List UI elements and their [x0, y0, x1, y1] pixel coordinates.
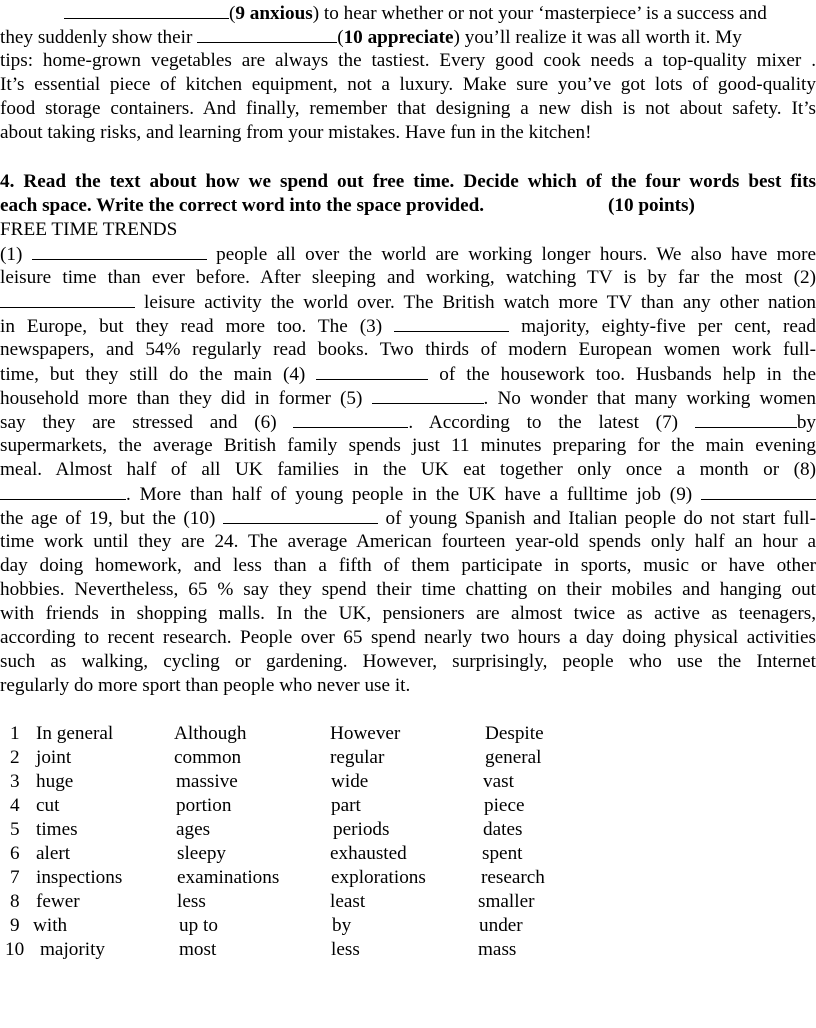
answer-blank-5[interactable]	[372, 386, 484, 404]
option-a[interactable]: inspections	[36, 867, 123, 888]
text-line: tips: home-grown vegetables are always the tastiest. Every good cook needs a top-quality mixer .	[0, 50, 816, 71]
option-c[interactable]: explorations	[331, 867, 426, 888]
options-row: 6 alert sleepy exhausted spent	[10, 843, 523, 864]
bold-hint: 9 anxious	[235, 3, 313, 24]
answer-blank-1[interactable]	[32, 242, 207, 260]
option-a[interactable]: cut	[36, 795, 60, 816]
option-b[interactable]: examinations	[177, 867, 280, 888]
answer-blank-10b[interactable]	[223, 506, 378, 524]
option-d[interactable]: smaller	[478, 891, 535, 912]
text-line: leisure time than ever before. After sleeping and working, watching TV is by far the most (2)	[0, 267, 816, 288]
option-c[interactable]: wide	[331, 771, 369, 792]
options-row: 1 In general Although However Despite	[10, 723, 544, 744]
text-line: such as walking, cycling or gardening. However, surprisingly, people who use the Internet	[0, 651, 816, 672]
options-row: 8 fewer less least smaller	[10, 891, 535, 912]
option-d[interactable]: under	[479, 915, 523, 936]
text-line: about taking risks, and learning from your mistakes. Have fun in the kitchen!	[0, 122, 592, 143]
answer-blank-9b[interactable]	[701, 482, 816, 500]
text-line: time, but they still do the main (4) of the housework too. Husbands help in the	[0, 364, 816, 385]
option-d[interactable]: general	[485, 747, 542, 768]
text-line: hobbies. Nevertheless, 65 % say they spend their time chatting on their mobiles and hanging out	[0, 579, 816, 600]
text-line	[0, 1, 816, 25]
options-row: 9 with up to by under	[10, 915, 523, 936]
option-d[interactable]: research	[481, 867, 545, 888]
option-a[interactable]: In general	[36, 723, 114, 744]
answer-blank-10[interactable]	[197, 25, 337, 43]
option-c[interactable]: least	[330, 891, 366, 912]
exercise-heading: each space. Write the correct word into the space provided. (10 points)	[0, 195, 695, 216]
option-b[interactable]: up to	[179, 915, 218, 936]
text-line: according to recent research. People over 65 spend nearly two hours a day doing physical activities	[0, 627, 816, 648]
answer-blank-2[interactable]	[0, 290, 135, 308]
option-d[interactable]: spent	[482, 843, 523, 864]
text-line: newspapers, and 54% regularly read books. Two thirds of modern European women work full-	[0, 339, 816, 360]
text-line: say they are stressed and (6) . According to the latest (7) by	[0, 412, 816, 433]
options-row: 3 huge massive wide vast	[10, 771, 514, 792]
bold-hint: 10 appreciate	[343, 27, 454, 48]
option-d[interactable]: Despite	[485, 723, 544, 744]
text-line: . More than half of young people in the UK have a fulltime job (9)	[0, 482, 816, 506]
option-a[interactable]: fewer	[36, 891, 80, 912]
text-line	[0, 25, 816, 49]
answer-blank-9[interactable]	[64, 1, 229, 19]
text-line: regularly do more sport than people who never use it.	[0, 675, 411, 696]
text: ) to hear whether or not your ‘masterpiece’ is a success and	[312, 3, 767, 24]
option-d[interactable]: dates	[483, 819, 523, 840]
text-line: supermarkets, the average British family spends just 11 minutes preparing for the main evening	[0, 435, 816, 456]
option-b[interactable]: ages	[176, 819, 211, 840]
option-b[interactable]: most	[179, 939, 217, 960]
text: ) you’ll realize it was all worth it. My	[453, 27, 742, 48]
options-row: 4 cut portion part piece	[10, 795, 525, 816]
option-b[interactable]: common	[174, 747, 242, 768]
option-a[interactable]: alert	[36, 843, 71, 864]
option-a[interactable]: majority	[40, 939, 106, 960]
option-c[interactable]: less	[331, 939, 360, 960]
text-line: household more than they did in former (5) . No wonder that many working women	[0, 388, 816, 409]
option-b[interactable]: sleepy	[177, 843, 227, 864]
option-b[interactable]: less	[177, 891, 206, 912]
option-a[interactable]: joint	[36, 747, 72, 768]
text: (	[229, 3, 236, 24]
text-title: FREE TIME TRENDS	[0, 219, 178, 240]
option-c[interactable]: periods	[333, 819, 390, 840]
text-line: It’s essential piece of kitchen equipment, not a luxury. Make sure you’ve got lots of good-quality	[0, 74, 816, 95]
option-a[interactable]: with	[33, 915, 68, 936]
text-line: the age of 19, but the (10) of young Spanish and Italian people do not start full-	[0, 508, 816, 529]
answer-blank-7[interactable]	[695, 410, 797, 428]
options-row: 5 times ages periods dates	[10, 819, 523, 840]
options-row: 7 inspections examinations explorations research	[10, 867, 545, 888]
option-d[interactable]: mass	[478, 939, 517, 960]
points-label: (10 points)	[608, 195, 695, 216]
text-line: in Europe, but they read more too. The (3) majority, eighty-five per cent, read	[0, 316, 816, 337]
text: (	[337, 27, 344, 48]
option-b[interactable]: Although	[174, 723, 247, 744]
option-a[interactable]: times	[36, 819, 78, 840]
text-line: with friends in shopping malls. In the UK, pensioners are almost twice as active as teenagers,	[0, 603, 816, 624]
option-d[interactable]: vast	[483, 771, 514, 792]
text-line: time work until they are 24. The average American fourteen year-old spends only half an hour a	[0, 531, 816, 552]
answer-blank-4[interactable]	[316, 362, 428, 380]
options-row: 10 majority most less mass	[5, 939, 517, 960]
option-d[interactable]: piece	[484, 795, 525, 816]
options-row: 2 joint common regular general	[10, 747, 542, 768]
answer-blank-6[interactable]	[293, 410, 408, 428]
option-b[interactable]: portion	[176, 795, 232, 816]
text-line: meal. Almost half of all UK families in the UK eat together only once a month or (8)	[0, 459, 816, 480]
option-a[interactable]: huge	[36, 771, 74, 792]
option-c[interactable]: regular	[330, 747, 385, 768]
text-line: food storage containers. And finally, remember that designing a new dish is not about safety. It’s	[0, 98, 816, 119]
option-c[interactable]: by	[332, 915, 352, 936]
text-line: (1) people all over the world are working longer hours. We also have more	[0, 244, 816, 265]
text: they suddenly show their	[0, 27, 193, 48]
answer-blank-8[interactable]	[0, 482, 126, 500]
option-c[interactable]: However	[330, 723, 401, 744]
option-c[interactable]: exhausted	[330, 843, 407, 864]
exercise-heading: 4. Read the text about how we spend out free time. Decide which of the four words best fits	[0, 171, 816, 192]
option-b[interactable]: massive	[176, 771, 238, 792]
text-line: leisure activity the world over. The British watch more TV than any other nation	[0, 290, 816, 314]
answer-blank-3[interactable]	[394, 314, 509, 332]
text-line: day doing homework, and less than a fifth of them participate in sports, music or have other	[0, 555, 816, 576]
option-c[interactable]: part	[331, 795, 361, 816]
